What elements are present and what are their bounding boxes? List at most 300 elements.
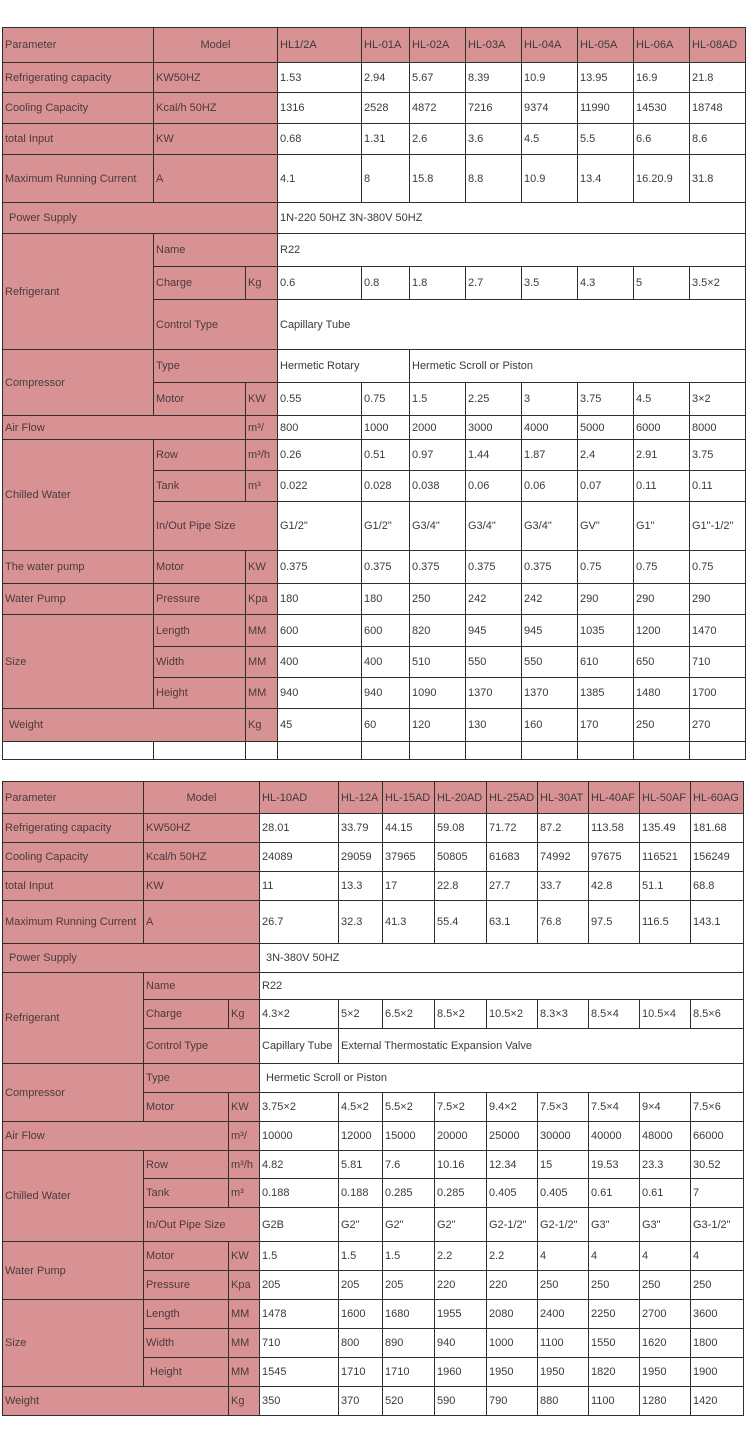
value-cell: 8.5×2 [435, 1000, 487, 1029]
value-cell: 51.1 [640, 872, 691, 901]
value-cell: 8.39 [466, 63, 522, 93]
value-cell: 1620 [640, 1329, 691, 1358]
value-cell: 63.1 [487, 901, 538, 944]
value-cell: G1" [634, 502, 690, 551]
value-cell: 0.188 [339, 1179, 383, 1208]
value-cell: 1710 [339, 1358, 383, 1387]
value-cell: 3.75×2 [260, 1093, 339, 1122]
value-cell: 2000 [410, 416, 466, 440]
value-cell: 370 [339, 1387, 383, 1416]
value-cell: 7.5×3 [538, 1093, 589, 1122]
row-label: Cooling Capacity [3, 93, 154, 124]
value-cell: 820 [410, 615, 466, 647]
value-cell: 880 [538, 1387, 589, 1416]
value-cell: 3.75 [690, 440, 746, 471]
value-cell: 6000 [634, 416, 690, 440]
value-cell: 400 [362, 647, 410, 678]
value-cell: 3000 [466, 416, 522, 440]
row-label: Refrigerating capacity [3, 814, 144, 843]
model-name: HL-03A [466, 28, 522, 63]
value-cell: 0.375 [466, 551, 522, 584]
value-cell: 0.11 [634, 471, 690, 502]
model-name: HL-20AD [435, 782, 487, 814]
value-cell: 5 [634, 267, 690, 300]
value-cell: 550 [522, 647, 578, 678]
value-cell: 205 [260, 1271, 339, 1300]
value-cell: 1385 [578, 678, 634, 709]
empty-cell [634, 742, 690, 760]
sub-label: Row [154, 440, 246, 471]
value-cell: G1"-1/2" [690, 502, 746, 551]
table-row [3, 709, 746, 742]
sub-label: Height [154, 678, 246, 709]
control-type-value: Capillary Tube [278, 300, 746, 350]
value-cell: 1000 [487, 1329, 538, 1358]
empty-cell [278, 742, 362, 760]
value-cell: G2-1/2" [487, 1208, 538, 1242]
value-cell: G3" [589, 1208, 640, 1242]
sub-label: In/Out Pipe Size [144, 1208, 260, 1242]
value-cell: 205 [339, 1271, 383, 1300]
value-cell: 15000 [383, 1122, 435, 1151]
value-cell: 2.2 [487, 1242, 538, 1271]
value-cell: 0.75 [362, 383, 410, 416]
unit-cell: KW [246, 383, 278, 416]
value-cell: 2.25 [466, 383, 522, 416]
value-cell: 7.5×2 [435, 1093, 487, 1122]
value-cell: 1820 [589, 1358, 640, 1387]
value-cell: 7.6 [383, 1151, 435, 1179]
row-label: total Input [3, 872, 144, 901]
value-cell: GV" [578, 502, 634, 551]
value-cell: 5×2 [339, 1000, 383, 1029]
value-cell: 8.3×3 [538, 1000, 589, 1029]
empty-cell [246, 742, 278, 760]
row-label: Refrigerating capacity [3, 63, 154, 93]
row-label: Chilled Water [3, 1151, 144, 1242]
value-cell: 1710 [383, 1358, 435, 1387]
value-cell: 940 [435, 1329, 487, 1358]
value-cell: 4 [640, 1242, 691, 1271]
value-cell: 59.08 [435, 814, 487, 843]
value-cell: 1545 [260, 1358, 339, 1387]
value-cell: 400 [278, 647, 362, 678]
value-cell: 41.3 [383, 901, 435, 944]
empty-cell [578, 742, 634, 760]
sub-label: Control Type [154, 300, 278, 350]
model-name: HL-50AF [640, 782, 691, 814]
value-cell: 0.375 [522, 551, 578, 584]
value-cell: 11 [260, 872, 339, 901]
table-row [3, 843, 744, 872]
value-cell: 4000 [522, 416, 578, 440]
value-cell: 8 [362, 155, 410, 203]
value-cell: 7.5×6 [691, 1093, 744, 1122]
unit-cell: KW [154, 124, 278, 155]
value-cell: 66000 [691, 1122, 744, 1151]
value-cell: 10.9 [522, 63, 578, 93]
value-cell: 220 [487, 1271, 538, 1300]
value-cell: 16.20.9 [634, 155, 690, 203]
value-cell: 16.9 [634, 63, 690, 93]
unit-cell: MM [229, 1358, 260, 1387]
value-cell: 1420 [691, 1387, 744, 1416]
spec-table-1-body [3, 28, 746, 760]
model-name: HL-30AT [538, 782, 589, 814]
value-cell: 1370 [466, 678, 522, 709]
value-cell: 0.028 [362, 471, 410, 502]
value-cell: 5.81 [339, 1151, 383, 1179]
sub-label: Pressure [144, 1271, 229, 1300]
value-cell: 290 [634, 584, 690, 615]
sub-label: Motor [144, 1242, 229, 1271]
value-cell: 5000 [578, 416, 634, 440]
value-cell: 1370 [522, 678, 578, 709]
value-cell: 2.91 [634, 440, 690, 471]
value-cell: 160 [522, 709, 578, 742]
sub-label: Charge [144, 1000, 229, 1029]
value-cell: 1316 [278, 93, 362, 124]
value-cell: 4872 [410, 93, 466, 124]
value-cell: 3 [522, 383, 578, 416]
value-cell: 0.375 [278, 551, 362, 584]
unit-cell: Kpa [246, 584, 278, 615]
model-name: HL-25AD [487, 782, 538, 814]
model-name: HL-40AF [589, 782, 640, 814]
table-row [3, 124, 746, 155]
value-cell: G3/4" [466, 502, 522, 551]
value-cell: 3.75 [578, 383, 634, 416]
unit-cell: Kg [246, 267, 278, 300]
unit-cell: MM [229, 1329, 260, 1358]
value-cell: 0.26 [278, 440, 362, 471]
unit-cell: Kpa [229, 1271, 260, 1300]
value-cell: 1.5 [410, 383, 466, 416]
model-name: HL-06A [634, 28, 690, 63]
unit-cell: KW [229, 1093, 260, 1122]
value-cell: 1280 [640, 1387, 691, 1416]
sub-label: Pressure [154, 584, 246, 615]
value-cell: 4.3×2 [260, 1000, 339, 1029]
value-cell: 0.07 [578, 471, 634, 502]
value-cell: 1955 [435, 1300, 487, 1329]
table-row [3, 93, 746, 124]
value-cell: 30.52 [691, 1151, 744, 1179]
value-cell: 250 [410, 584, 466, 615]
value-cell: 135.49 [640, 814, 691, 843]
table-row [3, 615, 746, 647]
unit-cell: Kg [229, 1000, 260, 1029]
sub-label: Charge [154, 267, 246, 300]
value-cell: 37965 [383, 843, 435, 872]
value-cell: 27.7 [487, 872, 538, 901]
value-cell: 40000 [589, 1122, 640, 1151]
value-cell: G2" [339, 1208, 383, 1242]
value-cell: 220 [435, 1271, 487, 1300]
value-cell: 0.06 [466, 471, 522, 502]
unit-cell: m³/h [246, 440, 278, 471]
row-label: Water Pump [3, 1242, 144, 1300]
value-cell: 71.72 [487, 814, 538, 843]
unit-cell: KW50HZ [154, 63, 278, 93]
value-cell: 510 [410, 647, 466, 678]
value-cell: 610 [578, 647, 634, 678]
value-cell: 250 [589, 1271, 640, 1300]
value-cell: 940 [278, 678, 362, 709]
value-cell: 350 [260, 1387, 339, 1416]
sub-label: Length [144, 1300, 229, 1329]
unit-cell: m³ [246, 471, 278, 502]
value-cell: 710 [260, 1329, 339, 1358]
value-cell: 1900 [691, 1358, 744, 1387]
table-row [3, 28, 746, 63]
value-cell: 9×4 [640, 1093, 691, 1122]
value-cell: G3" [640, 1208, 691, 1242]
value-cell: 76.8 [538, 901, 589, 944]
value-cell: 0.61 [640, 1179, 691, 1208]
table-row [3, 872, 744, 901]
row-label: Weight [3, 1387, 229, 1416]
value-cell: 12000 [339, 1122, 383, 1151]
sub-label: Control Type [144, 1029, 260, 1064]
empty-cell [362, 742, 410, 760]
table-row [3, 1300, 744, 1329]
row-label: Air Flow [3, 416, 246, 440]
row-label: Weight [3, 709, 246, 742]
value-cell: 3.5 [522, 267, 578, 300]
value-cell: 6.5×2 [383, 1000, 435, 1029]
value-cell: 710 [690, 647, 746, 678]
control-type-value: External Thermostatic Expansion Valve [339, 1029, 744, 1064]
value-cell: 25000 [487, 1122, 538, 1151]
value-cell: 2250 [589, 1300, 640, 1329]
value-cell: 1550 [589, 1329, 640, 1358]
spec-table-1 [2, 27, 746, 760]
value-cell: 2.94 [362, 63, 410, 93]
value-cell: 1.5 [260, 1242, 339, 1271]
value-cell: 590 [435, 1387, 487, 1416]
value-cell: 2080 [487, 1300, 538, 1329]
value-cell: 250 [634, 709, 690, 742]
unit-cell: m³/ [229, 1122, 260, 1151]
empty-cell [154, 742, 246, 760]
value-cell: 61683 [487, 843, 538, 872]
table-row [3, 584, 746, 615]
value-cell: 17 [383, 872, 435, 901]
value-cell: 12.34 [487, 1151, 538, 1179]
model-name: HL-12A [339, 782, 383, 814]
value-cell: 130 [466, 709, 522, 742]
value-cell: 0.75 [578, 551, 634, 584]
row-label: Maximum Running Current [3, 901, 144, 944]
empty-cell [410, 742, 466, 760]
sub-label: Name [154, 234, 278, 267]
value-cell: 7 [691, 1179, 744, 1208]
value-cell: 14530 [634, 93, 690, 124]
value-cell: 50805 [435, 843, 487, 872]
value-cell: 290 [690, 584, 746, 615]
sub-label: Motor [144, 1093, 229, 1122]
value-cell: 0.11 [690, 471, 746, 502]
value-cell: G2-1/2" [538, 1208, 589, 1242]
value-cell: 26.7 [260, 901, 339, 944]
row-label: Chilled Water [3, 440, 154, 551]
value-cell: 1.87 [522, 440, 578, 471]
value-cell: 945 [522, 615, 578, 647]
value-cell: 0.022 [278, 471, 362, 502]
value-cell: 250 [538, 1271, 589, 1300]
value-cell: 55.4 [435, 901, 487, 944]
sub-label: Width [144, 1329, 229, 1358]
value-cell: 4.5 [634, 383, 690, 416]
unit-cell: Kg [246, 709, 278, 742]
table-row [3, 551, 746, 584]
value-cell: 116521 [640, 843, 691, 872]
model-name: HL-04A [522, 28, 578, 63]
table-row [3, 742, 746, 760]
value-cell: 21.8 [690, 63, 746, 93]
value-cell: 0.038 [410, 471, 466, 502]
value-cell: 45 [278, 709, 362, 742]
value-cell: 0.285 [435, 1179, 487, 1208]
value-cell: 2700 [640, 1300, 691, 1329]
power-supply-value: 3N-380V 50HZ [260, 944, 744, 973]
row-label: The water pump [3, 551, 154, 584]
unit-cell: A [144, 901, 260, 944]
table-row [3, 440, 746, 471]
value-cell: 1950 [640, 1358, 691, 1387]
value-cell: 5.5×2 [383, 1093, 435, 1122]
model-name: HL-08AD [690, 28, 746, 63]
value-cell: 1478 [260, 1300, 339, 1329]
value-cell: 1480 [634, 678, 690, 709]
table-row [3, 234, 746, 267]
value-cell: 270 [690, 709, 746, 742]
value-cell: 143.1 [691, 901, 744, 944]
value-cell: G1/2" [362, 502, 410, 551]
value-cell: 1800 [691, 1329, 744, 1358]
value-cell: 33.7 [538, 872, 589, 901]
compressor-type-value: Hermetic Scroll or Piston [260, 1064, 744, 1093]
value-cell: 10000 [260, 1122, 339, 1151]
table-row [3, 944, 744, 973]
sub-label: Width [154, 647, 246, 678]
table-row [3, 350, 746, 383]
table-row [3, 416, 746, 440]
value-cell: 600 [278, 615, 362, 647]
value-cell: 0.61 [589, 1179, 640, 1208]
value-cell: 0.75 [690, 551, 746, 584]
value-cell: 790 [487, 1387, 538, 1416]
value-cell: 1700 [690, 678, 746, 709]
parameter-header: Parameter [3, 28, 154, 63]
value-cell: 0.375 [410, 551, 466, 584]
value-cell: G1/2" [278, 502, 362, 551]
value-cell: 0.375 [362, 551, 410, 584]
unit-cell: A [154, 155, 278, 203]
unit-cell: m³ [229, 1179, 260, 1208]
unit-cell: MM [246, 678, 278, 709]
value-cell: 48000 [640, 1122, 691, 1151]
value-cell: 1000 [362, 416, 410, 440]
value-cell: G3/4" [410, 502, 466, 551]
table-row [3, 155, 746, 203]
value-cell: 2528 [362, 93, 410, 124]
row-label: Power Supply [3, 944, 260, 973]
value-cell: 0.8 [362, 267, 410, 300]
model-name: HL1/2A [278, 28, 362, 63]
value-cell: 20000 [435, 1122, 487, 1151]
value-cell: 1.53 [278, 63, 362, 93]
value-cell: 205 [383, 1271, 435, 1300]
value-cell: 940 [362, 678, 410, 709]
spec-table-2 [2, 781, 744, 1416]
value-cell: 1950 [538, 1358, 589, 1387]
value-cell: 13.4 [578, 155, 634, 203]
parameter-header: Parameter [3, 782, 144, 814]
row-label: Refrigerant [3, 234, 154, 350]
unit-cell: Kg [229, 1387, 260, 1416]
value-cell: 11990 [578, 93, 634, 124]
value-cell: 890 [383, 1329, 435, 1358]
value-cell: 180 [278, 584, 362, 615]
sub-label: Tank [144, 1179, 229, 1208]
value-cell: 10.5×2 [487, 1000, 538, 1029]
unit-cell: m³/ [246, 416, 278, 440]
value-cell: 7216 [466, 93, 522, 124]
value-cell: 1035 [578, 615, 634, 647]
value-cell: 4 [589, 1242, 640, 1271]
value-cell: 30000 [538, 1122, 589, 1151]
value-cell: 600 [362, 615, 410, 647]
value-cell: 15.8 [410, 155, 466, 203]
value-cell: 3.6 [466, 124, 522, 155]
table-row [3, 973, 744, 1000]
sub-label: Name [144, 973, 260, 1000]
value-cell: 4.5 [522, 124, 578, 155]
value-cell: 29059 [339, 843, 383, 872]
value-cell: 13.95 [578, 63, 634, 93]
value-cell: 7.5×4 [589, 1093, 640, 1122]
value-cell: 1950 [487, 1358, 538, 1387]
unit-cell: KW [144, 872, 260, 901]
value-cell: 520 [383, 1387, 435, 1416]
table-row [3, 901, 744, 944]
value-cell: 8.8 [466, 155, 522, 203]
model-name: HL-01A [362, 28, 410, 63]
value-cell: 0.68 [278, 124, 362, 155]
value-cell: 22.8 [435, 872, 487, 901]
value-cell: 1.5 [339, 1242, 383, 1271]
value-cell: 1600 [339, 1300, 383, 1329]
value-cell: 0.51 [362, 440, 410, 471]
sub-label: Motor [154, 551, 246, 584]
sub-label: Tank [154, 471, 246, 502]
model-header: Model [144, 782, 260, 814]
value-cell: 2.4 [578, 440, 634, 471]
value-cell: 170 [578, 709, 634, 742]
value-cell: 8.5×4 [589, 1000, 640, 1029]
value-cell: 23.3 [640, 1151, 691, 1179]
value-cell: 0.405 [487, 1179, 538, 1208]
value-cell: G3-1/2" [691, 1208, 744, 1242]
table-row [3, 1387, 744, 1416]
value-cell: 1100 [589, 1387, 640, 1416]
unit-cell: m³/h [229, 1151, 260, 1179]
value-cell: 10.9 [522, 155, 578, 203]
row-label: Compressor [3, 1064, 144, 1122]
value-cell: 1680 [383, 1300, 435, 1329]
